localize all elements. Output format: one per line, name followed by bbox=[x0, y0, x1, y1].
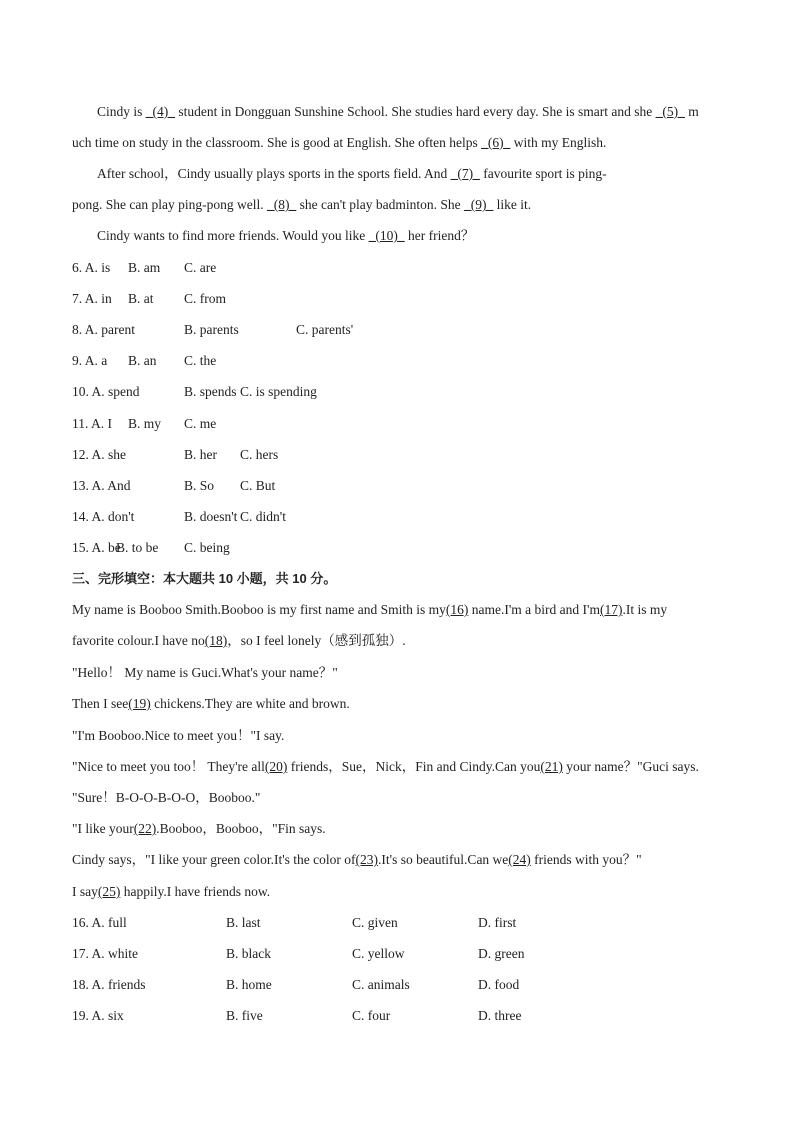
passage2-line bbox=[72, 631, 406, 651]
option-a: 7. A. in bbox=[72, 291, 112, 306]
text: .It's so beautiful.Can we bbox=[378, 852, 509, 867]
option-b: B. her bbox=[184, 447, 217, 462]
option-a: 18. A. friends bbox=[72, 977, 146, 992]
text: .Booboo，Booboo，"Fin says. bbox=[156, 821, 326, 836]
option-a: 9. A. a bbox=[72, 353, 108, 368]
option-a: 6. A. is bbox=[72, 260, 111, 275]
option-b: B. at bbox=[128, 291, 154, 306]
option-a: 14. A. don't bbox=[72, 509, 135, 524]
text: favorite colour.I have no bbox=[72, 633, 205, 648]
text: ，so I feel lonely（感到孤独）. bbox=[227, 633, 406, 648]
section-heading: 三、完形填空：本大题共 10 小题，共 10 分。 bbox=[72, 571, 337, 586]
text: m bbox=[684, 104, 699, 119]
option-c: C. given bbox=[352, 915, 398, 930]
option-d: D. three bbox=[478, 1008, 522, 1023]
option-b: B. black bbox=[226, 946, 271, 961]
blank-10: _(10)_ bbox=[368, 228, 405, 243]
blank-9: _(9)_ bbox=[464, 197, 494, 212]
text: your name？"Guci says. bbox=[562, 759, 699, 774]
option-a: 11. A. I bbox=[72, 416, 112, 431]
text: Then I see bbox=[72, 696, 129, 711]
option-c: C. the bbox=[184, 353, 217, 368]
text: "Nice to meet you too！ They're all bbox=[72, 759, 265, 774]
blank-16: (16) bbox=[445, 602, 469, 617]
blank-21: (21) bbox=[540, 759, 563, 774]
option-a: 15. A. be bbox=[72, 540, 121, 555]
option-b: B. am bbox=[128, 260, 161, 275]
blank-6: _(6)_ bbox=[481, 135, 511, 150]
text: Cindy is bbox=[97, 104, 146, 119]
text: friends with you？" bbox=[530, 852, 642, 867]
option-c: C. from bbox=[184, 291, 226, 306]
option-a: 16. A. full bbox=[72, 915, 127, 930]
option-b: B. to be bbox=[116, 540, 159, 555]
text: name.I'm a bird and I'm bbox=[468, 602, 600, 617]
text: friends，Sue，Nick，Fin and Cindy.Can you bbox=[287, 759, 541, 774]
text: like it. bbox=[493, 197, 532, 212]
text: pong. She can play ping-pong well. bbox=[72, 197, 267, 212]
text: her friend？ bbox=[404, 228, 475, 243]
passage2-line: "I'm Booboo.Nice to meet you！"I say. bbox=[72, 728, 285, 743]
blank-17: (17) bbox=[599, 602, 623, 617]
option-c: C. me bbox=[184, 416, 217, 431]
blank-22: (22) bbox=[133, 821, 157, 836]
passage2-line bbox=[72, 600, 667, 620]
option-d: D. food bbox=[478, 977, 520, 992]
blank-8: _(8)_ bbox=[266, 197, 297, 212]
option-c: C. But bbox=[240, 478, 276, 493]
option-c: C. yellow bbox=[352, 946, 405, 961]
passage2-line bbox=[72, 882, 270, 902]
option-c: C. parents' bbox=[296, 322, 354, 337]
option-b: B. parents bbox=[184, 322, 239, 337]
passage2-line: "Hello！ My name is Guci.What's your name？" bbox=[72, 665, 338, 680]
text: happily.I have friends now. bbox=[120, 884, 271, 899]
option-c: C. is spending bbox=[240, 384, 317, 399]
passage2-line bbox=[72, 757, 699, 777]
passage2-line bbox=[72, 694, 350, 714]
option-a: 19. A. six bbox=[72, 1008, 124, 1023]
text: .It is my bbox=[622, 602, 668, 617]
passage2-line: "Sure！B-O-O-B-O-O，Booboo." bbox=[72, 790, 261, 805]
blank-4: _(4)_ bbox=[145, 104, 176, 119]
blank-20: (20) bbox=[264, 759, 288, 774]
passage2-line bbox=[72, 819, 326, 839]
option-b: B. doesn't bbox=[184, 509, 238, 524]
text: I say bbox=[72, 884, 98, 899]
text: favourite sport is ping- bbox=[479, 166, 607, 181]
option-c: C. hers bbox=[240, 447, 279, 462]
option-b: B. my bbox=[128, 416, 162, 431]
blank-7: _(7)_ bbox=[450, 166, 480, 181]
text: My name is Booboo Smith.Booboo is my first name and Smith is my bbox=[72, 602, 446, 617]
text: After school，Cindy usually plays sports in the sports field. And bbox=[97, 166, 451, 181]
option-c: C. animals bbox=[352, 977, 410, 992]
text: Cindy says，"I like your green color.It's the color of bbox=[72, 852, 356, 867]
option-c: C. didn't bbox=[240, 509, 286, 524]
text: student in Dongguan Sunshine School. She studies hard every day. She is smart and she bbox=[175, 104, 656, 119]
text: "I like your bbox=[72, 821, 134, 836]
option-c: C. being bbox=[184, 540, 230, 555]
option-b: B. last bbox=[226, 915, 261, 930]
option-a: 10. A. spend bbox=[72, 384, 140, 399]
option-d: D. first bbox=[478, 915, 517, 930]
blank-24: (24) bbox=[508, 852, 531, 867]
blank-25: (25) bbox=[97, 884, 121, 899]
text: Cindy wants to find more friends. Would you like bbox=[97, 228, 369, 243]
option-b: B. home bbox=[226, 977, 272, 992]
option-c: C. are bbox=[184, 260, 217, 275]
blank-19: (19) bbox=[128, 696, 151, 711]
option-a: 17. A. white bbox=[72, 946, 138, 961]
passage1-line bbox=[97, 226, 474, 246]
passage1-line bbox=[97, 102, 699, 122]
passage1-line bbox=[97, 164, 607, 184]
option-d: D. green bbox=[478, 946, 525, 961]
option-b: B. So bbox=[184, 478, 215, 493]
passage2-line bbox=[72, 850, 642, 870]
option-a: 12. A. she bbox=[72, 447, 126, 462]
option-a: 13. A. And bbox=[72, 478, 131, 493]
text: with my English. bbox=[510, 135, 607, 150]
text: she can't play badminton. She bbox=[296, 197, 464, 212]
option-a: 8. A. parent bbox=[72, 322, 135, 337]
option-b: B. an bbox=[128, 353, 157, 368]
option-b: B. spends bbox=[184, 384, 237, 399]
passage1-line bbox=[72, 133, 606, 153]
blank-23: (23) bbox=[355, 852, 379, 867]
option-c: C. four bbox=[352, 1008, 391, 1023]
text: chickens.They are white and brown. bbox=[150, 696, 350, 711]
text: uch time on study in the classroom. She is good at English. She often helps bbox=[72, 135, 482, 150]
passage1-line bbox=[72, 195, 531, 215]
option-b: B. five bbox=[226, 1008, 263, 1023]
blank-5: _(5)_ bbox=[655, 104, 685, 119]
blank-18: (18) bbox=[204, 633, 228, 648]
